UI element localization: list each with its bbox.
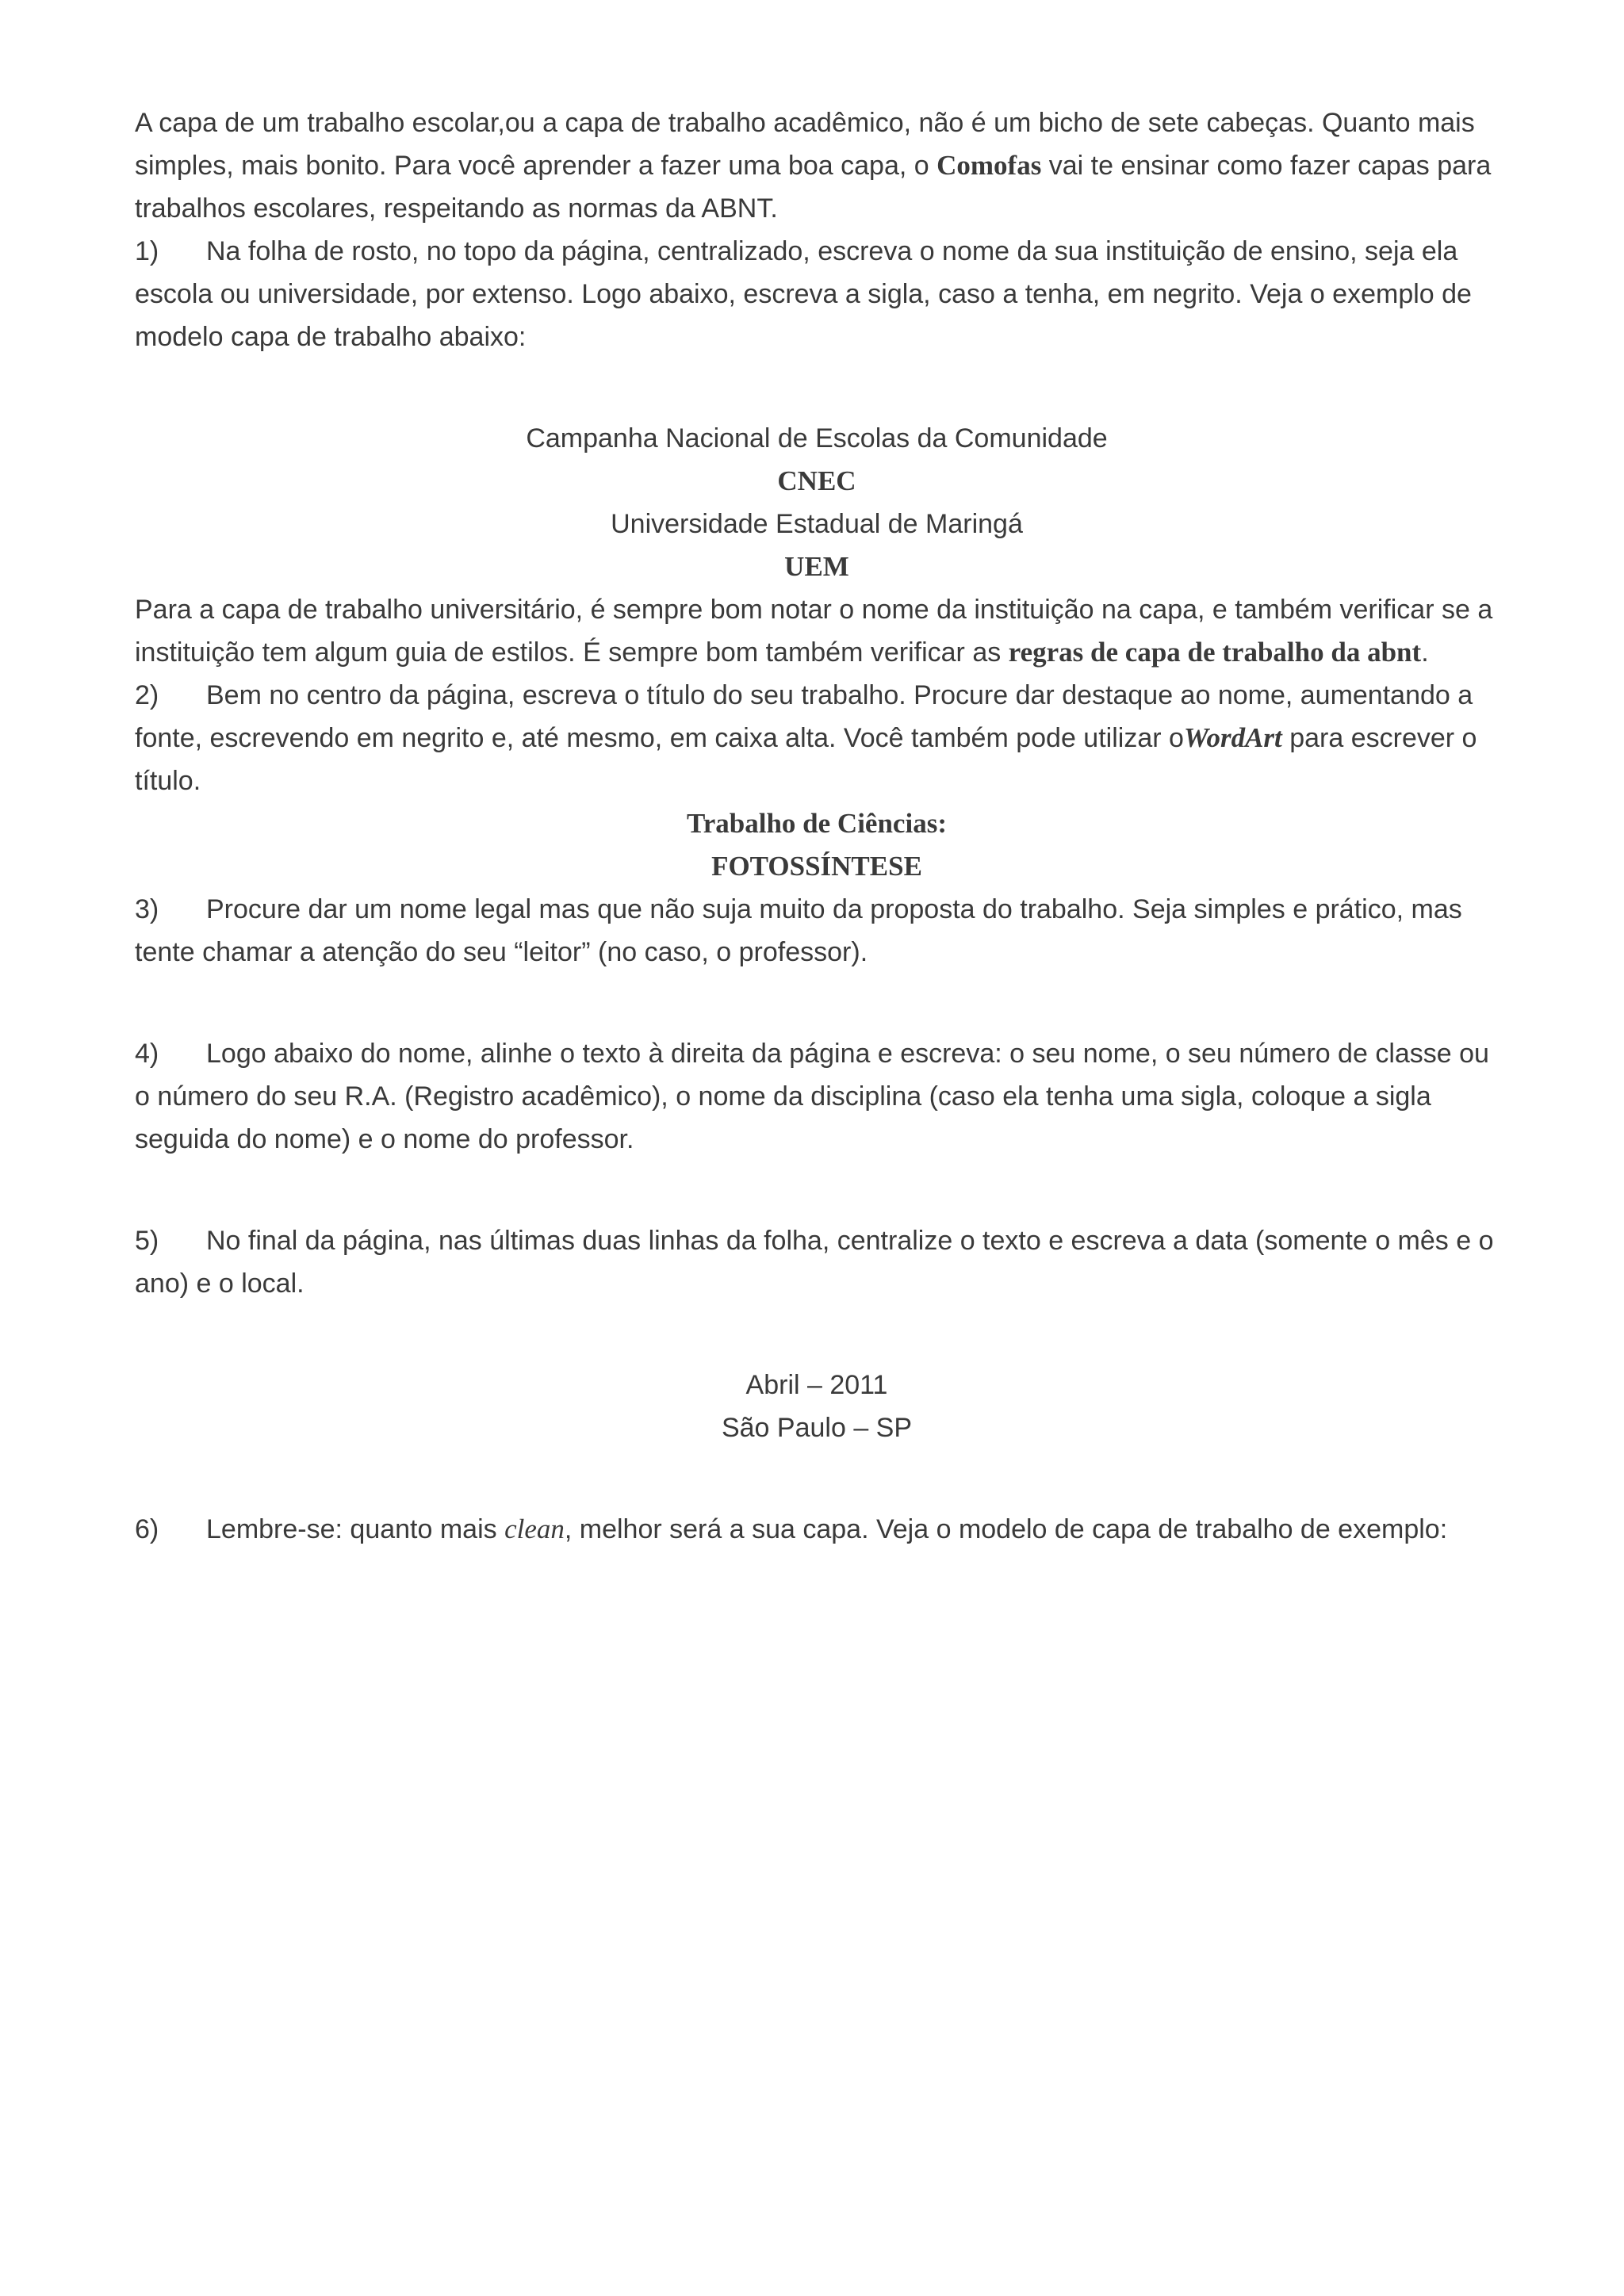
spacer bbox=[135, 358, 1499, 417]
step-6-text-1: Lembre-se: quanto mais bbox=[206, 1514, 505, 1544]
abnt-rules-link[interactable]: regras de capa de trabalho da abnt bbox=[1008, 637, 1422, 668]
step-2-number: 2) bbox=[135, 680, 159, 710]
step-1-text: Na folha de rosto, no topo da página, centralizado, escreva o nome da sua instituição de ensino, seja ela escola ou universidade, por extenso. Logo abaixo, escreva a sigla, caso a tenha, em negrito. Veja o exemplo de modelo capa de trabalho abaixo: bbox=[135, 236, 1472, 352]
step-4-text: Logo abaixo do nome, alinhe o texto à direita da página e escreva: o seu nome, o seu número de classe ou o número do seu R.A. (Registro acadêmico), o nome da disciplina (caso ela tenha uma sigla, coloque a sigla seguida do nome) e o nome do professor. bbox=[135, 1039, 1489, 1154]
step-2-text-1: Bem no centro da página, escreva o título do seu trabalho. Procure dar destaque ao nome, aumentando a fonte, escrevendo em negrito e, até mesmo, em caixa alta. Você também pode utilizar o bbox=[135, 680, 1473, 753]
step-5-number: 5) bbox=[135, 1226, 159, 1256]
step-5 bbox=[135, 1219, 1499, 1305]
university-text-1: Para a capa de trabalho universitário, é sempre bom notar o nome da instituição na capa, e também verificar se a instituição tem algum guia de estilos. É sempre bom também verificar as bbox=[135, 595, 1493, 668]
step-3 bbox=[135, 888, 1499, 974]
step-5-text: No final da página, nas últimas duas linhas da folha, centralize o texto e escreva a data (somente o mês e o ano) e o local. bbox=[135, 1226, 1494, 1299]
step-4-number: 4) bbox=[135, 1039, 159, 1069]
step-1-number: 1) bbox=[135, 236, 159, 266]
intro-text-2: vai te ensinar como fazer capas para trabalhos escolares, respeitando as normas da ABNT. bbox=[135, 151, 1492, 224]
example-title-subject: Trabalho de Ciências: bbox=[687, 808, 947, 839]
step-3-number: 3) bbox=[135, 894, 159, 924]
example-institution-acronym: CNEC bbox=[777, 465, 856, 496]
step-6 bbox=[135, 1508, 1499, 1551]
example-institution bbox=[135, 417, 1499, 588]
example-date: Abril – 2011 bbox=[745, 1370, 888, 1400]
intro-text-1: A capa de um trabalho escolar,ou a capa de trabalho acadêmico, não é um bicho de sete cabeças. Quanto mais simples, mais bonito. Para você aprender a fazer uma boa capa, o bbox=[135, 108, 1475, 181]
university-text-2: . bbox=[1421, 637, 1429, 668]
spacer bbox=[135, 1305, 1499, 1348]
example-date-location bbox=[135, 1364, 1499, 1449]
step-6-text-2: , melhor será a sua capa. Veja o modelo de capa de trabalho de exemplo: bbox=[564, 1514, 1448, 1544]
step-2-text-2: para escrever o título. bbox=[135, 723, 1477, 796]
comofas-brand: Comofas bbox=[936, 150, 1042, 181]
intro-paragraph bbox=[135, 101, 1499, 230]
step-3-text: Procure dar um nome legal mas que não suja muito da proposta do trabalho. Seja simples e prático, mas tente chamar a atenção do seu “leitor” (no caso, o professor). bbox=[135, 894, 1462, 967]
spacer bbox=[135, 1203, 1499, 1219]
step-4 bbox=[135, 1032, 1499, 1161]
example-institution-name: Campanha Nacional de Escolas da Comunidade bbox=[526, 423, 1108, 453]
spacer bbox=[135, 1492, 1499, 1508]
spacer bbox=[135, 1016, 1499, 1032]
spacer bbox=[135, 1348, 1499, 1364]
spacer bbox=[135, 974, 1499, 1016]
step-6-number: 6) bbox=[135, 1514, 159, 1544]
example-university-acronym: UEM bbox=[784, 551, 849, 582]
example-title bbox=[135, 802, 1499, 888]
example-location: São Paulo – SP bbox=[721, 1413, 913, 1443]
step-1 bbox=[135, 230, 1499, 358]
spacer bbox=[135, 1449, 1499, 1492]
university-paragraph bbox=[135, 588, 1499, 674]
document-page bbox=[135, 101, 1499, 1551]
spacer bbox=[135, 1161, 1499, 1203]
clean-term: clean bbox=[504, 1513, 565, 1544]
example-university-name: Universidade Estadual de Maringá bbox=[611, 509, 1023, 539]
step-2 bbox=[135, 674, 1499, 802]
wordart-term: WordArt bbox=[1183, 722, 1282, 753]
example-title-name: FOTOSSÍNTESE bbox=[711, 851, 922, 882]
